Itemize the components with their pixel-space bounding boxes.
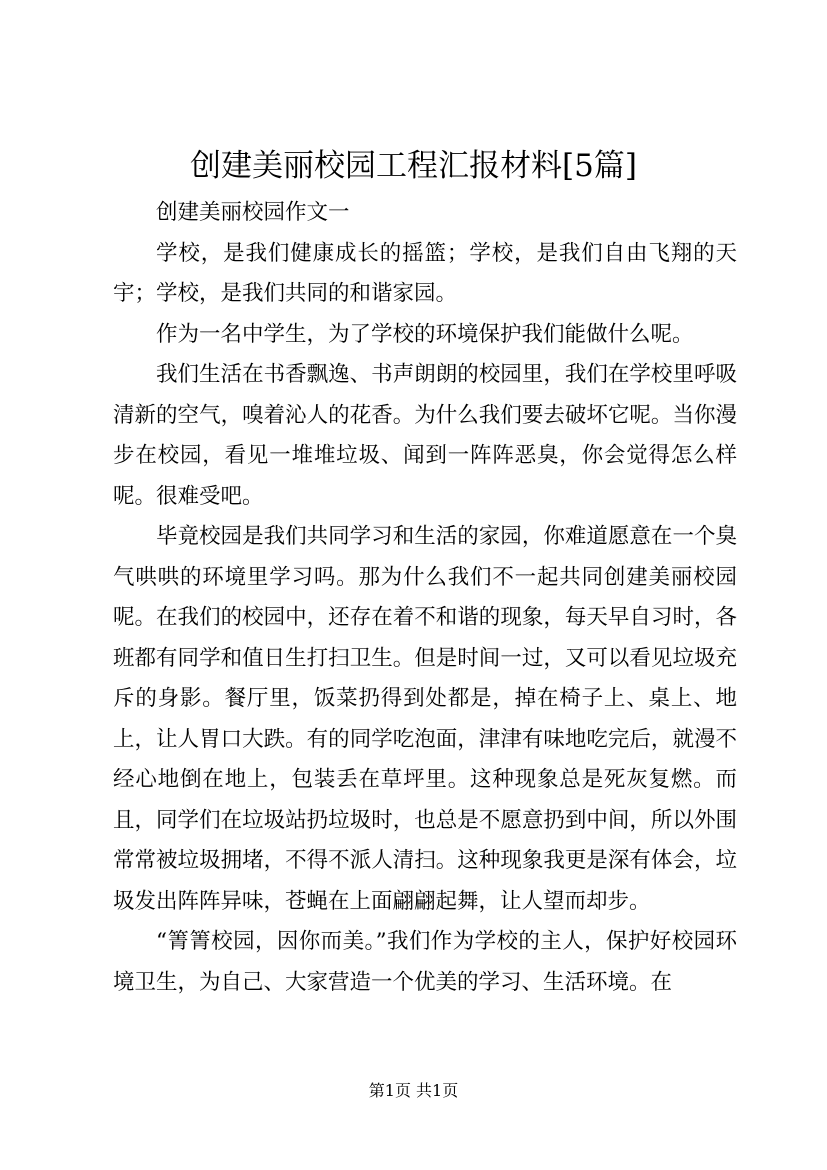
paragraph: “箐箐校园，因你而美。”我们作为学校的主人，保护好校园环境卫生，为自己、大家营造一个优美的学习、生活环境。在	[113, 929, 737, 995]
paragraph: 学校，是我们健康成长的摇篮；学校，是我们自由飞翔的天宇；学校，是我们共同的和谐家园。	[113, 240, 737, 306]
document-title: 创建美丽校园工程汇报材料[5篇]	[190, 148, 637, 184]
document-body	[113, 193, 737, 1003]
paragraph: 毕竟校园是我们共同学习和生活的家园，你难道愿意在一个臭气哄哄的环境里学习吗。那为什么我们不一起共同创建美丽校园呢。在我们的校园中，还存在着不和谐的现象，每天早自习时，各班都有同学和值日生打扫卫生。但是时间一过，又可以看见垃圾充斥的身影。餐厅里，饭菜扔得到处都是，掉在椅子上、桌上、地上，让人胃口大跌。有的同学吃泡面，津津有味地吃完后，就漫不经心地倒在地上，包装丢在草坪里。这种现象总是死灰复燃。而且，同学们在垃圾站扔垃圾时，也总是不愿意扔到中间，所以外围常常被垃圾拥堵，不得不派人清扫。这种现象我更是深有体会，垃圾发出阵阵异味，苍蝇在上面翩翩起舞，让人望而却步。	[113, 524, 737, 914]
paragraph-heading: 创建美丽校园作文一	[156, 200, 350, 225]
paragraph: 我们生活在书香飘逸、书声朗朗的校园里，我们在学校里呼吸清新的空气，嗅着沁人的花香。为什么我们要去破坏它呢。当你漫步在校园，看见一堆堆垃圾、闻到一阵阵恶臭，你会觉得怎么样呢。很难受吧。	[113, 362, 737, 509]
paragraph: 作为一名中学生，为了学校的环境保护我们能做什么呢。	[156, 321, 694, 347]
page-footer: 第1页 共1页	[368, 1081, 459, 1100]
